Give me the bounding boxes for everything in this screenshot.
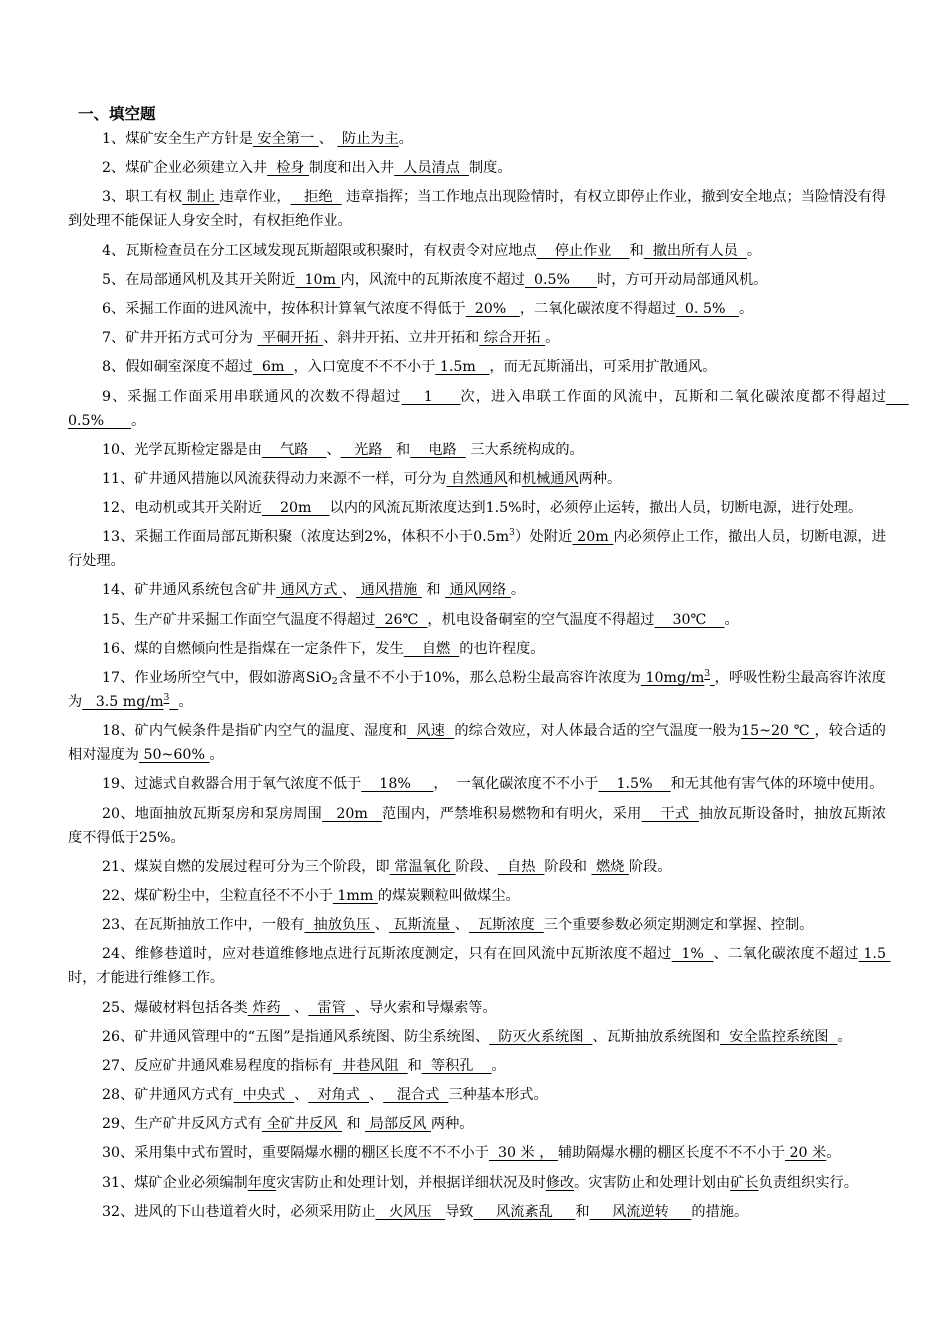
question-text: 和 — [421, 582, 446, 599]
question-text: 灾害防止和处理计划，并根据详细状况及时 — [276, 1174, 546, 1191]
question-text: 、 — [454, 917, 469, 934]
question-text: 三种基本形式。 — [448, 1087, 548, 1104]
question-text: 和 — [507, 470, 522, 487]
question-text: 24、维修巷道时，应对巷道维修地点进行瓦斯浓度测定，只有在回风流中瓦斯浓度不超过 — [102, 946, 672, 963]
question-text: ，入口宽度不不不小于 — [293, 359, 436, 376]
question-text: 。 — [739, 300, 754, 317]
question-text: 18、矿内气候条件是指矿内空气的温度、湿度和 — [102, 723, 407, 740]
question-text: ，二氧化碳浓度不得超过 — [519, 300, 676, 317]
question-text: 时，才能进行维修工作。 — [68, 970, 225, 987]
question-text: 27、反应矿井通风难易程度的指标有 — [102, 1057, 333, 1074]
question-text: 7、矿井开拓方式可分为 — [102, 330, 258, 347]
answer-blank: 20 米 — [784, 1145, 827, 1162]
answer-blank: 常温氧化 — [389, 858, 456, 875]
answer-blank: 通风措施 — [356, 582, 422, 599]
question-text: 三个重要参数必须定期测定和掌握、控制。 — [543, 917, 814, 934]
question-text: 、 — [368, 1087, 384, 1104]
question-text: 阶段、 — [455, 858, 498, 875]
answer-blank: 30 米 ， — [488, 1145, 558, 1162]
question-item — [68, 239, 886, 263]
answer-blank: 撤出所有人员 — [643, 242, 747, 259]
question-item — [68, 719, 886, 767]
answer-blank: 等积孔 — [421, 1057, 492, 1074]
answer-blank: 自然通风 — [446, 470, 508, 487]
question-text: 25、爆破材料包括各类 — [102, 999, 248, 1016]
question-text: 4、瓦斯检查员在分工区域发现瓦斯超限或积聚时，有权责令对应地点 — [102, 242, 537, 259]
answer-blank: 人员清点 — [394, 160, 469, 177]
question-text: 30、采用集中式布置时，重要隔爆水棚的棚区长度不不不小于 — [102, 1145, 489, 1162]
answer-blank: 防止为主 — [337, 131, 399, 147]
question-item — [68, 326, 886, 350]
question-text: 负责组织实行。 — [758, 1174, 858, 1191]
answer-blank: 0. 5% — [675, 300, 739, 317]
question-text: 16、煤的自燃倾向性是指煤在一定条件下，发生 — [102, 640, 404, 657]
answer-blank: 1.5% — [598, 776, 671, 793]
question-text: ，较合适的相对湿度为 — [68, 723, 886, 764]
question-item — [68, 855, 886, 879]
answer-blank: 平硐开拓 — [257, 330, 324, 347]
answer-blank: 20m — [322, 805, 383, 822]
question-text: 辅助隔爆水棚的棚区长度不不不小于 — [557, 1145, 785, 1162]
answer-blank: 对角式 — [308, 1087, 369, 1104]
question-item — [68, 1054, 886, 1078]
question-text: 违章指挥；当工作地点出现险情时，有权立即停止作业，撤到安全地点；当险情没有得到处理不能保证人身安全时，有权拒绝作业。 — [68, 189, 886, 230]
answer-blank: 雷管 — [308, 999, 355, 1016]
question-text: 以内的风流瓦斯浓度达到1.5%时，必须停止运转，撤出人员，切断电源，进行处理。 — [329, 500, 863, 517]
question-item — [68, 127, 886, 151]
question-item — [68, 608, 886, 632]
question-item — [68, 185, 886, 233]
question-list — [68, 127, 909, 1229]
answer-blank: 井巷风阻 — [332, 1057, 408, 1074]
question-text: 22、煤矿粉尘中，尘粒直径不不小于 — [102, 887, 333, 904]
answer-blank: 防灭火系统图 — [489, 1028, 593, 1045]
answer-blank: 20m — [572, 529, 614, 546]
answer-blank: 10m — [295, 271, 341, 288]
question-text: 和 — [407, 1057, 422, 1074]
answer-blank: 修改 — [545, 1174, 575, 1191]
question-text: 8、假如硐室深度不超过 — [102, 359, 253, 376]
question-text: 。 — [545, 330, 560, 347]
question-text: ，而无瓦斯涌出，可采用扩散通风。 — [489, 359, 717, 376]
answer-blank: 拒绝 — [290, 189, 342, 206]
question-text: 、斜井开拓、立井开拓和 — [323, 330, 480, 347]
question-text: 的也许程度。 — [459, 640, 545, 657]
question-text: 违章作业， — [219, 189, 291, 206]
question-item — [68, 637, 886, 661]
question-item — [68, 385, 909, 433]
answer-blank: 自燃 — [403, 640, 460, 657]
answer-blank: 局部反风 — [365, 1116, 431, 1133]
answer-blank: 检身 — [267, 160, 309, 177]
question-item — [68, 355, 886, 379]
question-text: 两种。 — [430, 1116, 474, 1133]
answer-blank: 风流逆转 — [589, 1203, 692, 1220]
question-text: 内，风流中的瓦斯浓度不超过 — [340, 271, 525, 288]
question-text: 内必须停止工作，撤出人员，切断电源，进行处理。 — [68, 529, 886, 570]
answer-blank: 燃烧 — [591, 858, 629, 875]
question-item — [68, 1112, 886, 1136]
question-text: 3 — [509, 528, 515, 539]
question-text: 20、地面抽放瓦斯泵房和泵房周围 — [102, 805, 323, 822]
answer-blank: 矿长 — [730, 1174, 759, 1191]
answer-blank: 26℃ — [375, 611, 428, 628]
question-item — [68, 666, 886, 714]
question-item — [68, 1200, 886, 1224]
question-text: 抽放瓦斯设备时，抽放瓦斯浓度不得低于25%。 — [68, 805, 886, 846]
question-text: 9、采掘工作面采用串联通风的次数不得超过 — [102, 388, 402, 405]
question-text: 28、矿井通风方式有 — [102, 1087, 234, 1104]
question-item — [68, 772, 886, 796]
question-text: 的措施。 — [691, 1203, 749, 1220]
question-text: 31、煤矿企业必须编制 — [102, 1174, 248, 1191]
question-item — [68, 942, 891, 990]
question-text: 。 — [746, 242, 762, 259]
answer-blank: 30℃ — [654, 611, 725, 628]
question-text: 含量不不小于10%，那么总粉尘最高容许浓度为 — [337, 670, 641, 686]
question-text: 。 — [724, 611, 739, 628]
question-text: 11、矿井通风措施以风流获得动力来源不一样，可分为 — [102, 470, 447, 487]
question-text: 。 — [398, 131, 413, 147]
question-text: 导致 — [445, 1203, 474, 1220]
question-text: 32、进风的下山巷道着火时，必须采用防止 — [102, 1203, 376, 1220]
question-text: 制度和出入井 — [309, 160, 395, 177]
answer-blank: 干式 — [641, 805, 699, 822]
question-item — [68, 1025, 886, 1049]
question-item — [68, 578, 886, 602]
section-title: 一、填空题 — [78, 105, 156, 123]
answer-blank: 抽放负压 — [304, 917, 375, 934]
question-text: 。 — [837, 1028, 852, 1045]
question-text: 23、在瓦斯抽放工作中，一般有 — [102, 917, 305, 934]
question-text: 17、作业场所空气中，假如游离SiO — [102, 670, 332, 686]
question-item — [68, 496, 886, 520]
answer-blank: 风流紊乱 — [473, 1203, 576, 1220]
question-text: 时，方可开动局部通风机。 — [597, 271, 768, 288]
question-text: 和 — [575, 1203, 590, 1220]
answer-blank: 20m — [261, 500, 330, 517]
answer-blank: 0.5% — [68, 388, 909, 429]
question-text: 、 — [341, 582, 357, 599]
question-item — [68, 996, 886, 1020]
answer-blank: 1mm — [332, 887, 378, 904]
question-item — [68, 1171, 886, 1195]
question-text: 。 — [510, 582, 526, 599]
question-text: 的综合效应，对人体最合适的空气温度一般为 — [454, 723, 742, 740]
question-text: 2、煤矿企业必须建立入井 — [102, 160, 268, 177]
question-text: 3、职工有权 — [102, 189, 183, 206]
question-text: 。 — [491, 1057, 506, 1074]
question-text: 。 — [826, 1145, 841, 1162]
question-text: 12、电动机或其开关附近 — [102, 500, 262, 517]
question-text: 6、采掘工作面的进风流中，按体积计算氧气浓度不得低于 — [102, 300, 466, 317]
answer-blank: 中央式 — [233, 1087, 295, 1104]
question-text: 15、生产矿井采掘工作面空气温度不得超过 — [102, 611, 376, 628]
answer-blank: 年度 — [247, 1174, 277, 1191]
question-item — [68, 913, 886, 937]
question-text: 和 — [341, 1116, 366, 1133]
question-text: 21、煤炭自燃的发展过程可分为三个阶段，即 — [102, 858, 390, 875]
question-text: ）处附近 — [514, 529, 573, 546]
question-text: 2 — [331, 676, 338, 687]
question-text: ，机电设备硐室的空气温度不得超过 — [427, 611, 655, 628]
question-text: ，呼吸性粉尘最高容许浓度为 — [68, 670, 886, 710]
answer-blank: 通风方式 — [276, 582, 342, 599]
question-text: 。 — [178, 694, 193, 710]
answer-blank: 15~20 ℃ — [741, 723, 815, 740]
question-text: 范围内，严禁堆积易燃物和有明火，采用 — [382, 805, 642, 822]
answer-blank: 综合开拓 — [479, 330, 546, 347]
question-text: 和 — [629, 242, 644, 259]
answer-blank: 风速 — [406, 723, 455, 740]
answer-blank: 混合式 — [383, 1087, 449, 1104]
answer-blank: 1 — [401, 388, 461, 405]
answer-blank: 机械通风 — [521, 470, 579, 487]
answer-blank: 炸药 — [247, 999, 290, 1016]
question-text: 。 — [209, 747, 224, 764]
question-text: 。灾害防止和处理计划由 — [574, 1174, 731, 1191]
question-text: 、 — [318, 131, 338, 147]
question-item — [68, 156, 886, 180]
question-text: 1、煤矿安全生产方针是 — [102, 131, 253, 147]
answer-blank: 火风压 — [375, 1203, 446, 1220]
question-text: 阶段。 — [628, 858, 672, 875]
answer-blank: 3 — [704, 669, 711, 679]
answer-blank: 安全第一 — [252, 131, 319, 147]
answer-blank: 瓦斯浓度 — [468, 917, 544, 934]
answer-blank: 20% — [465, 300, 520, 317]
question-text: 、瓦斯抽放系统图和 — [592, 1028, 721, 1045]
question-text: 阶段和 — [544, 858, 592, 875]
question-item — [68, 1083, 886, 1107]
question-text: 26、矿井通风管理中的“五图”是指通风系统图、防尘系统图、 — [102, 1028, 490, 1045]
question-item — [68, 297, 886, 321]
question-text: 14、矿井通风系统包含矿井 — [102, 582, 277, 599]
question-text: 29、生产矿井反风方式有 — [102, 1116, 262, 1133]
question-text: 的煤炭颗粒叫做煤尘。 — [377, 887, 520, 904]
answer-blank: 通风网络 — [445, 582, 511, 599]
answer-blank: 6m — [252, 359, 294, 376]
question-item — [68, 1141, 886, 1165]
question-text: 两种。 — [578, 470, 622, 487]
question-text: 、二氧化碳浓度不超过 — [713, 946, 859, 963]
answer-blank: 全矿井反风 — [261, 1116, 342, 1133]
answer-blank: 光路 — [340, 441, 392, 458]
answer-blank: 安全监控系统图 — [720, 1028, 838, 1045]
question-text: 10、光学瓦斯检定器是由 — [102, 441, 262, 458]
question-text: 和无其他有害气体的环境中使用。 — [670, 776, 884, 793]
question-item — [68, 884, 886, 908]
question-text: 三大系统构成的。 — [465, 441, 584, 458]
answer-blank: 自热 — [497, 858, 545, 875]
question-text: 、 — [374, 917, 389, 934]
answer-blank: 停止作业 — [536, 242, 630, 259]
answer-blank: 18% — [361, 776, 434, 793]
question-text: 制度。 — [468, 160, 512, 177]
question-item — [68, 438, 886, 462]
answer-blank: 1.5 — [858, 946, 891, 963]
answer-blank — [169, 694, 178, 710]
question-text: 、 — [294, 1087, 309, 1104]
answer-blank: 3.5 mg/m — [82, 694, 164, 710]
answer-blank: 50~60% — [138, 747, 210, 764]
answer-blank: 0.5% — [524, 271, 598, 288]
answer-blank: 10mg/m — [640, 670, 705, 686]
question-text: 、导火索和导爆索等。 — [354, 999, 497, 1016]
question-text: ， 一氧化碳浓度不不小于 — [433, 776, 599, 793]
question-text: 和 — [391, 441, 411, 458]
question-item — [68, 268, 886, 292]
answer-blank: 电路 — [410, 441, 466, 458]
question-item — [68, 525, 886, 573]
answer-blank: 3 — [163, 693, 170, 703]
question-text: 、 — [326, 441, 341, 458]
question-text: 19、过滤式自救器合用于氧气浓度不低于 — [102, 776, 362, 793]
answer-blank: 气路 — [261, 441, 327, 458]
question-text: 5、在局部通风机及其开关附近 — [102, 271, 296, 288]
answer-blank: 1.5m — [435, 359, 490, 376]
question-text: 。 — [131, 412, 146, 429]
answer-blank: 制止 — [182, 189, 220, 206]
question-text: 13、采掘工作面局部瓦斯积聚（浓度达到2%，体积不小于0.5m — [102, 529, 510, 546]
question-item — [68, 802, 886, 850]
answer-blank: 1% — [671, 946, 714, 963]
question-text: 次，进入串联工作面的风流中，瓦斯和二氧化碳浓度都不得超过 — [460, 388, 886, 405]
question-item — [68, 467, 886, 491]
question-text: 、 — [289, 999, 309, 1016]
answer-blank: 瓦斯流量 — [388, 917, 455, 934]
